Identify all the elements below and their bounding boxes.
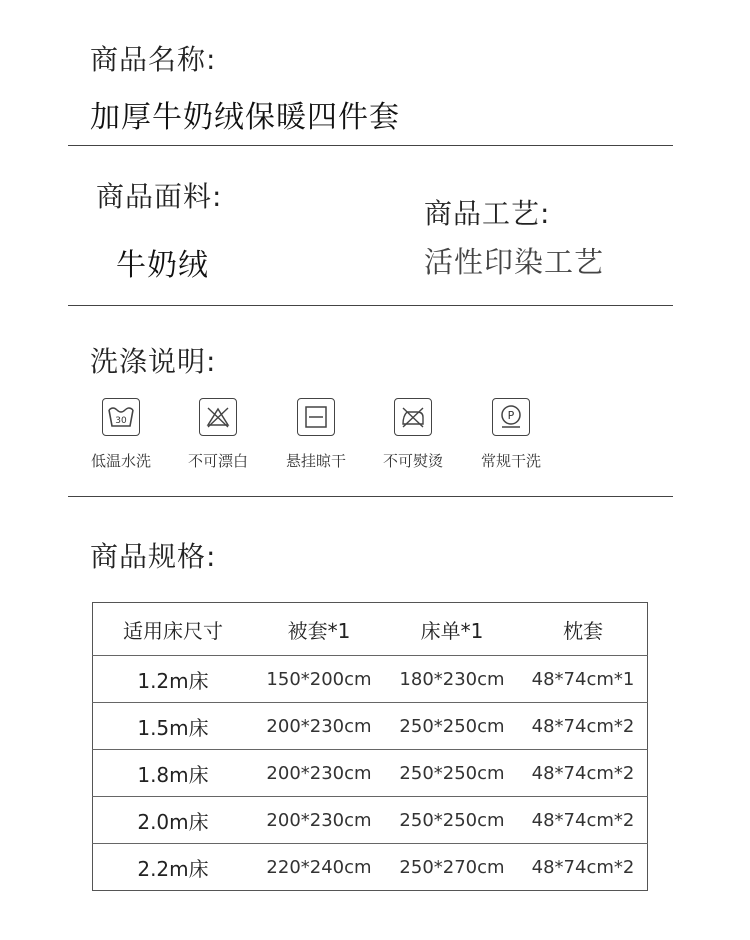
bed-sheet-cell: 250*250cm bbox=[385, 703, 519, 750]
bed-size-cell: 2.2m床 bbox=[93, 844, 254, 891]
care-item-wash bbox=[66, 398, 176, 471]
column-header: 枕套 bbox=[563, 618, 603, 643]
craft-value: 活性印染工艺 bbox=[424, 245, 605, 279]
bed-sheet-cell: 250*250cm bbox=[385, 797, 519, 844]
column-header: 适用床尺寸 bbox=[123, 618, 223, 643]
duvet-cover-cell: 200*230cm bbox=[253, 797, 385, 844]
pillowcase-cell: 48*74cm*2 bbox=[519, 797, 648, 844]
bed-size-cell: 1.2m床 bbox=[93, 656, 254, 703]
bed-size-cell: 1.8m床 bbox=[93, 750, 254, 797]
bed-sheet-cell: 250*270cm bbox=[385, 844, 519, 891]
line-dry-icon bbox=[297, 398, 335, 436]
care-label: 不可熨烫 bbox=[382, 452, 443, 470]
pillowcase-cell: 48*74cm*2 bbox=[519, 844, 648, 891]
bed-size-cell: 1.5m床 bbox=[93, 703, 254, 750]
product-name-title: 商品名称: bbox=[90, 43, 217, 76]
washing-title: 洗涤说明: bbox=[90, 345, 217, 378]
bed-sheet-cell: 250*250cm bbox=[385, 750, 519, 797]
pillowcase-cell: 48*74cm*2 bbox=[519, 750, 648, 797]
spec-title: 商品规格: bbox=[90, 540, 217, 573]
table-row bbox=[93, 797, 648, 844]
pillowcase-cell: 48*74cm*1 bbox=[519, 656, 648, 703]
care-label: 悬挂晾干 bbox=[285, 452, 346, 470]
no-bleach-icon bbox=[199, 398, 237, 436]
fabric-value: 牛奶绒 bbox=[116, 248, 209, 283]
care-item-dryclean bbox=[456, 398, 566, 471]
care-item-dry bbox=[261, 398, 371, 471]
column-header: 被套*1 bbox=[287, 618, 351, 643]
table-row bbox=[93, 844, 648, 891]
care-item-iron bbox=[358, 398, 468, 471]
svg-text:30: 30 bbox=[115, 416, 127, 426]
care-label: 常规干洗 bbox=[480, 452, 541, 470]
care-item-bleach bbox=[163, 398, 273, 471]
care-label: 不可漂白 bbox=[187, 452, 248, 470]
column-header: 床单*1 bbox=[420, 618, 484, 643]
svg-text:P: P bbox=[507, 409, 515, 422]
table-header-row bbox=[93, 603, 648, 656]
divider bbox=[68, 145, 673, 146]
table-row bbox=[93, 703, 648, 750]
dry-clean-p-icon bbox=[492, 398, 530, 436]
duvet-cover-cell: 150*200cm bbox=[253, 656, 385, 703]
fabric-title: 商品面料: bbox=[96, 180, 223, 213]
duvet-cover-cell: 200*230cm bbox=[253, 750, 385, 797]
product-name-value: 加厚牛奶绒保暖四件套 bbox=[90, 100, 400, 135]
table-row bbox=[93, 656, 648, 703]
pillowcase-cell: 48*74cm*2 bbox=[519, 703, 648, 750]
care-label: 低温水洗 bbox=[90, 452, 151, 470]
wash-30-icon bbox=[102, 398, 140, 436]
bed-sheet-cell: 180*230cm bbox=[385, 656, 519, 703]
table-row bbox=[93, 750, 648, 797]
bed-size-cell: 2.0m床 bbox=[93, 797, 254, 844]
spec-table bbox=[92, 602, 648, 891]
divider bbox=[68, 496, 673, 497]
duvet-cover-cell: 200*230cm bbox=[253, 703, 385, 750]
craft-title: 商品工艺: bbox=[424, 197, 551, 230]
divider bbox=[68, 305, 673, 306]
duvet-cover-cell: 220*240cm bbox=[253, 844, 385, 891]
no-iron-icon bbox=[394, 398, 432, 436]
